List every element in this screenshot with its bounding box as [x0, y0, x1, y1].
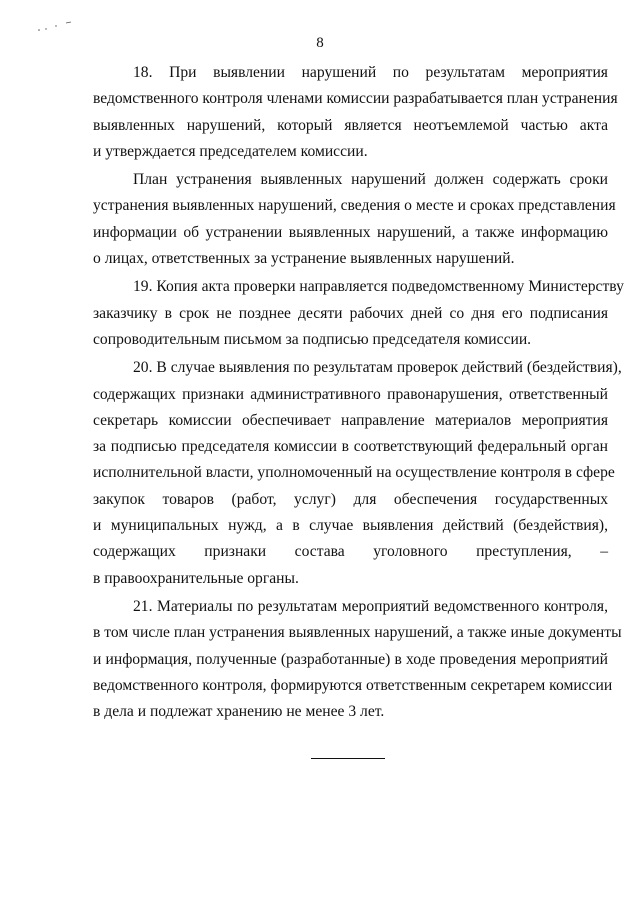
paragraph-18 [93, 60, 618, 165]
paragraph-line: и утверждается председателем комиссии. [93, 142, 368, 160]
paragraph-line: 21. Материалы по результатам мероприятий ведомственного контроля, [133, 597, 608, 615]
paragraph-line: устранения выявленных нарушений, сведения о месте и сроках представления [93, 197, 616, 215]
paragraph-line: закупок товаров (работ, услуг) для обеспечения государственных [93, 490, 608, 508]
paragraph-line: 20. В случае выявления по результатам проверок действий (бездействия), [133, 359, 622, 377]
paragraph-line: содержащих признаки административного правонарушения, ответственный [93, 385, 608, 403]
paragraph-line: исполнительной власти, уполномоченный на осуществление контроля в сфере [93, 464, 615, 482]
paragraph-21 [93, 594, 622, 725]
paragraph-line: выявленных нарушений, который является неотъемлемой частью акта [93, 116, 608, 134]
paragraph-line: План устранения выявленных нарушений должен содержать сроки [133, 171, 608, 189]
document-body [93, 60, 624, 727]
paragraph-line: о лицах, ответственных за устранение выявленных нарушений. [93, 250, 515, 268]
closing-separator-line [311, 758, 385, 759]
paragraph-18-plan [93, 167, 616, 272]
paragraph-line: 18. При выявлении нарушений по результатам мероприятия [133, 64, 608, 81]
paragraph-line: секретарь комиссии обеспечивает направление материалов мероприятия [93, 411, 608, 429]
paragraph-line: содержащих признаки состава уголовного преступления, – [93, 543, 608, 561]
scan-artifact-marks [36, 20, 76, 34]
paragraph-line: и муниципальных нужд, а в случае выявления действий (бездействия), [93, 517, 608, 535]
paragraph-line: и информация, полученные (разработанные) в ходе проведения мероприятий [93, 650, 608, 668]
paragraph-line: в том числе план устранения выявленных нарушений, а также иные документы [93, 624, 622, 642]
paragraph-line: информации об устранении выявленных нарушений, а также информацию [93, 223, 608, 241]
paragraph-line: в правоохранительные органы. [93, 569, 299, 587]
paragraph-line: 19. Копия акта проверки направляется подведомственному Министерству [133, 278, 624, 296]
paragraph-20 [93, 355, 622, 592]
paragraph-line: ведомственного контроля членами комиссии разрабатывается план устранения [93, 90, 618, 108]
paragraph-19 [93, 274, 624, 353]
paragraph-line: за подписью председателя комиссии в соответствующий федеральный орган [93, 438, 608, 456]
paragraph-line: ведомственного контроля, формируются ответственным секретарем комиссии [93, 676, 613, 694]
paragraph-line: сопроводительным письмом за подписью председателя комиссии. [93, 330, 532, 348]
page-number: 8 [316, 35, 324, 51]
paragraph-line: заказчику в срок не позднее десяти рабочих дней со дня его подписания [93, 304, 608, 322]
paragraph-line: в дела и подлежат хранению не менее 3 лет. [93, 703, 385, 721]
